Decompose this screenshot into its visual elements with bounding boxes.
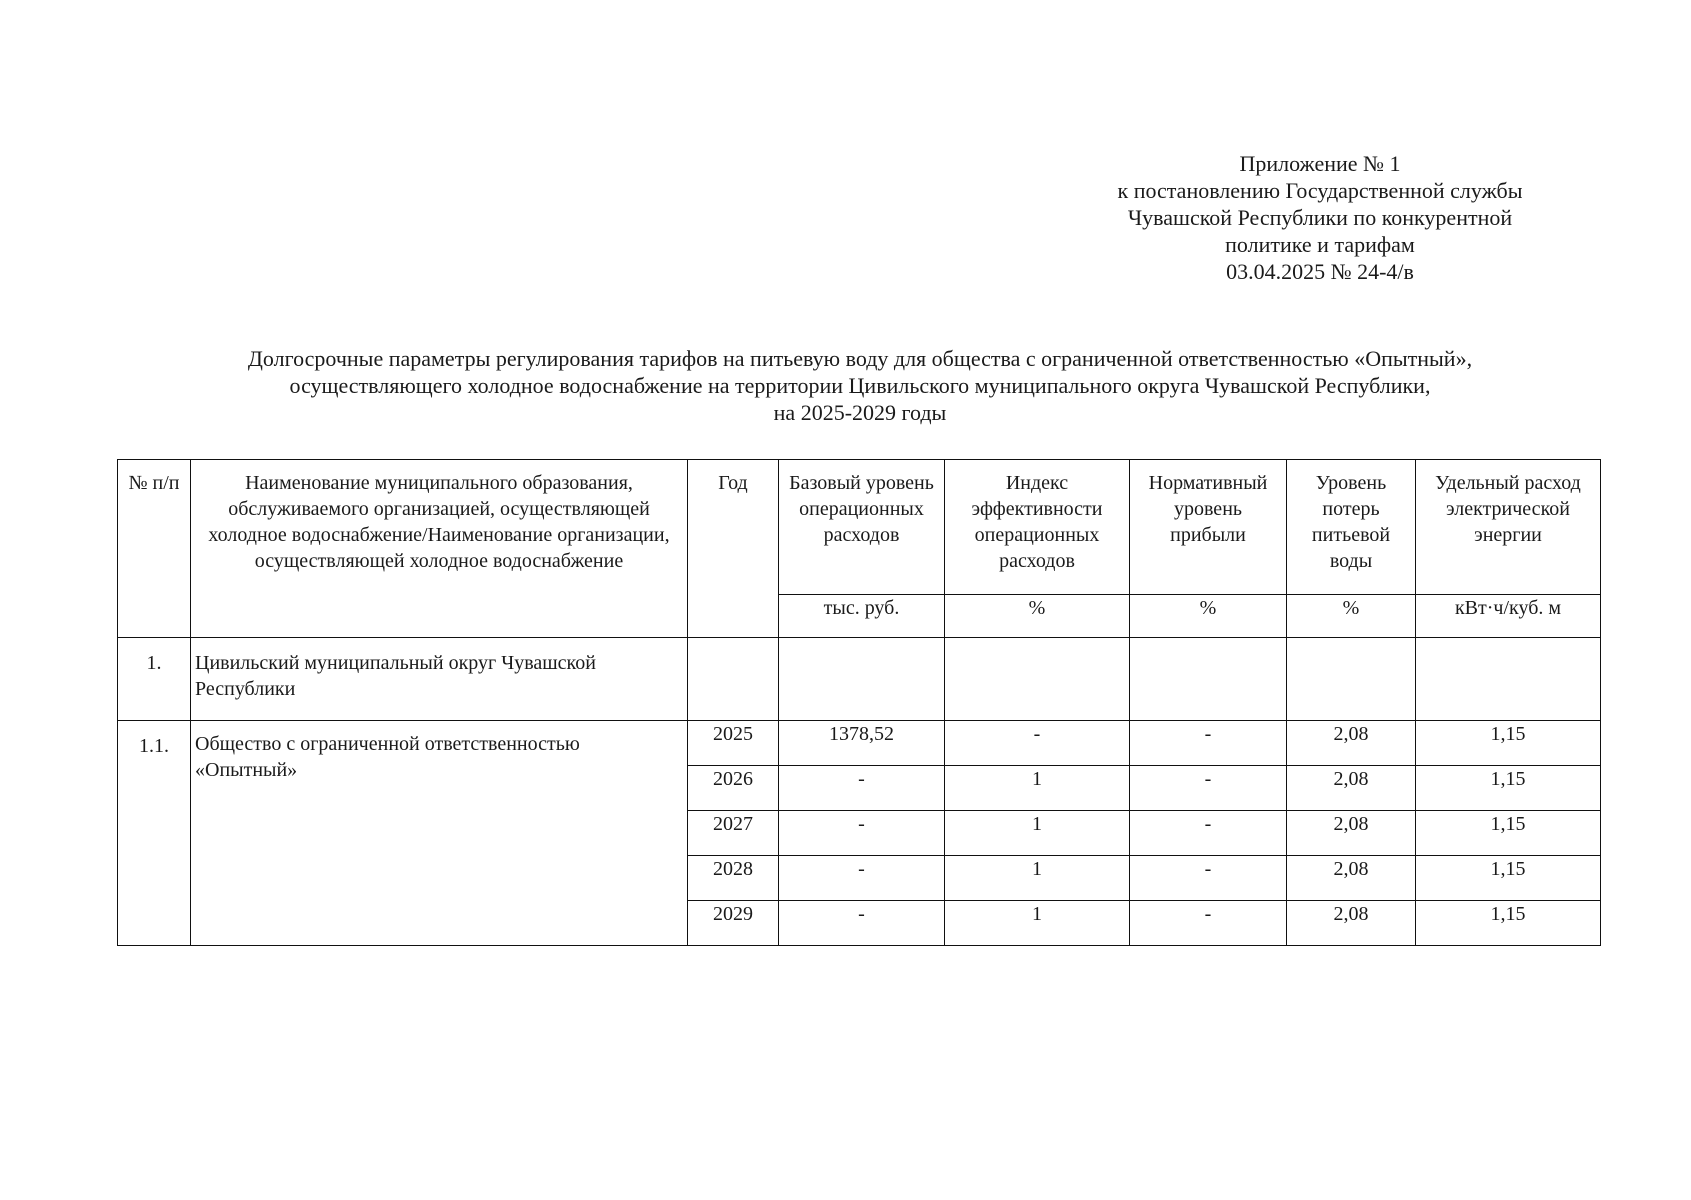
cell-loss: 2,08 [1287,766,1416,811]
cell-index: 1 [945,901,1130,946]
cell-profit: - [1130,766,1287,811]
document-title [100,345,1620,426]
header-year: Год [688,460,779,638]
title-line: Долгосрочные параметры регулирования тарифов на питьевую воду для общества с ограниченной ответственностью «Опытный», [247,346,1473,371]
unit-index: % [945,595,1130,638]
cell-index: - [945,721,1130,766]
cell-loss: 2,08 [1287,811,1416,856]
cell-profit: - [1130,856,1287,901]
appendix-line: Чувашской Республики по конкурентной [1127,205,1513,230]
cell-energy: 1,15 [1416,766,1601,811]
appendix-line: к постановлению Государственной службы [1117,178,1523,203]
cell-loss: 2,08 [1287,901,1416,946]
cell-base: - [779,856,945,901]
appendix-line: политике и тарифам [1225,232,1415,257]
cell-energy: 1,15 [1416,901,1601,946]
district-row [118,638,1601,721]
cell-year: 2026 [688,766,779,811]
header-efficiency-index: Индекс эффективности операционных расходов [945,460,1130,595]
header-row [118,460,1601,595]
org-name: Общество с ограниченной ответственностью «Опытный» [191,721,688,946]
cell-energy: 1,15 [1416,811,1601,856]
header-name: Наименование муниципального образования, обслуживаемого организацией, осуществляющей холодное водоснабжение/Наименование организации, осуществляющей холодное водоснабжение [191,460,688,638]
cell-base: - [779,766,945,811]
empty-cell [945,638,1130,721]
unit-loss: % [1287,595,1416,638]
cell-index: 1 [945,856,1130,901]
empty-cell [1130,638,1287,721]
header-normative-profit: Нормативный уровень прибыли [1130,460,1287,595]
title-line: на 2025-2029 годы [773,400,947,425]
header-base-opex: Базовый уровень операционных расходов [779,460,945,595]
cell-loss: 2,08 [1287,721,1416,766]
appendix-line: Приложение № 1 [1239,151,1401,176]
cell-year: 2029 [688,901,779,946]
cell-year: 2028 [688,856,779,901]
cell-base: 1378,52 [779,721,945,766]
cell-base: - [779,811,945,856]
title-line: осуществляющего холодное водоснабжение на территории Цивильского муниципального округа Чувашской Республики, [289,373,1431,398]
cell-profit: - [1130,721,1287,766]
unit-energy: кВт·ч/куб. м [1416,595,1601,638]
cell-energy: 1,15 [1416,856,1601,901]
appendix-date-number: 03.04.2025 № 24-4/в [1226,259,1414,284]
cell-loss: 2,08 [1287,856,1416,901]
cell-year: 2027 [688,811,779,856]
parameters-table [117,459,1601,946]
cell-year: 2025 [688,721,779,766]
cell-index: 1 [945,811,1130,856]
header-water-loss: Уровень потерь питьевой воды [1287,460,1416,595]
cell-profit: - [1130,811,1287,856]
cell-base: - [779,901,945,946]
empty-cell [688,638,779,721]
cell-profit: - [1130,901,1287,946]
header-energy-consumption: Удельный расход электрической энергии [1416,460,1601,595]
cell-index: 1 [945,766,1130,811]
org-num: 1.1. [118,721,191,946]
district-num: 1. [118,638,191,721]
header-num: № п/п [118,460,191,638]
unit-profit: % [1130,595,1287,638]
table-row [118,721,1601,766]
empty-cell [1416,638,1601,721]
district-name: Цивильский муниципальный округ Чувашской Республики [191,638,688,721]
empty-cell [1287,638,1416,721]
appendix-block [1075,150,1565,285]
empty-cell [779,638,945,721]
unit-base: тыс. руб. [779,595,945,638]
cell-energy: 1,15 [1416,721,1601,766]
